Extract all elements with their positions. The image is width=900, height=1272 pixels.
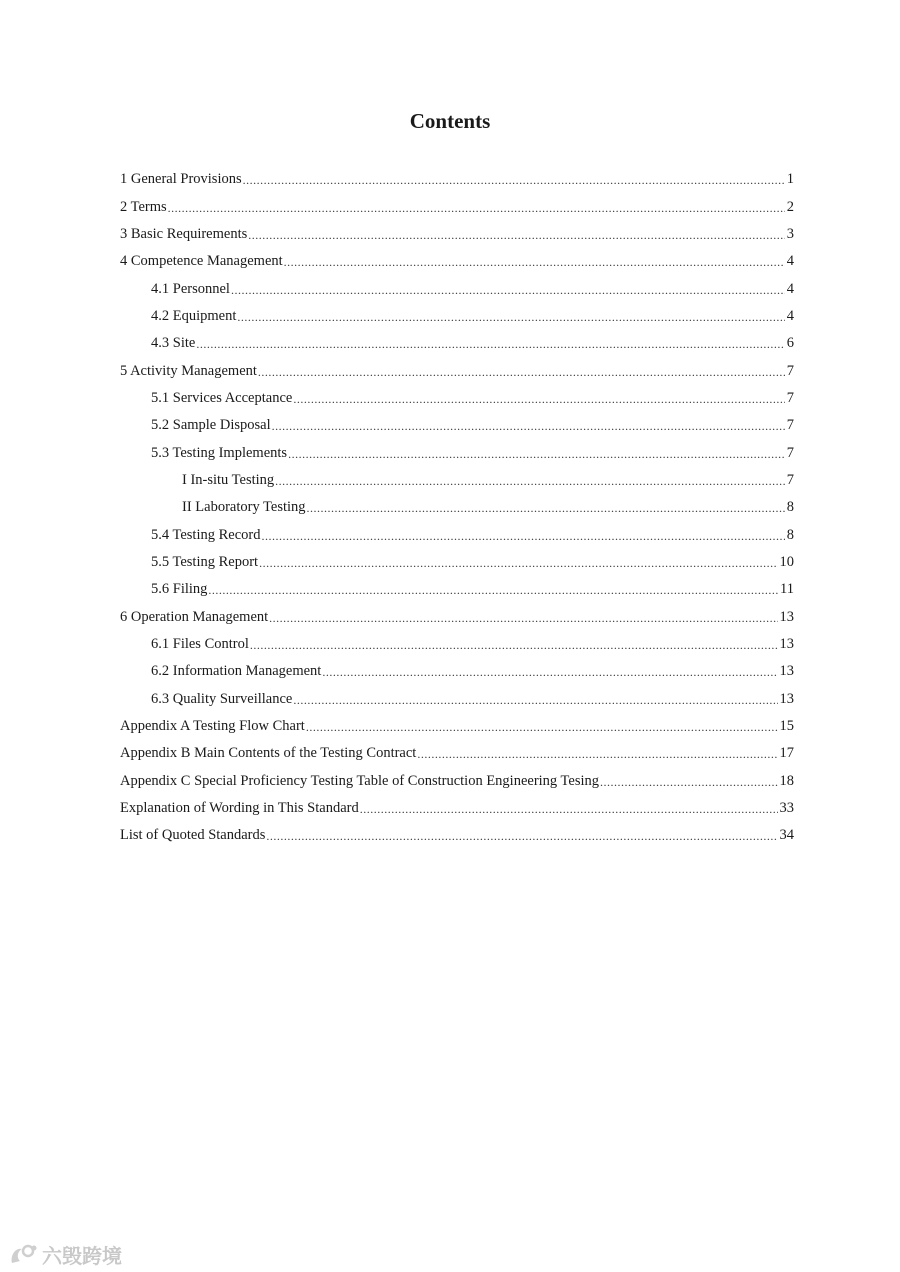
toc-entry-label: 5.1 Services Acceptance (151, 389, 293, 406)
toc-entry[interactable] (120, 604, 794, 631)
toc-leader-dots (237, 310, 784, 325)
toc-entry[interactable] (120, 275, 794, 302)
toc-leader-dots (293, 392, 784, 407)
toc-entry[interactable] (120, 494, 794, 521)
toc-entry-page: 7 (786, 362, 794, 379)
toc-entry-page: 4 (786, 280, 794, 297)
toc-leader-dots (168, 201, 785, 216)
toc-entry-page: 17 (779, 745, 794, 762)
toc-entry-page: 33 (779, 800, 794, 817)
toc-entry-page: 6 (786, 335, 794, 352)
toc-entry[interactable] (120, 221, 794, 248)
toc-leader-dots (196, 337, 784, 352)
toc-entry-label: II Laboratory Testing (182, 499, 306, 516)
toc-entry-page: 13 (779, 608, 794, 625)
toc-entry-page: 15 (779, 718, 794, 735)
toc-entry[interactable] (120, 658, 794, 685)
toc-entry-label: 6.3 Quality Surveillance (151, 690, 293, 707)
toc-entry-label: I In-situ Testing (182, 471, 275, 488)
toc-leader-dots (243, 173, 785, 188)
toc-entry[interactable] (120, 795, 794, 822)
toc-entry[interactable] (120, 248, 794, 275)
toc-entry-label: Appendix C Special Proficiency Testing Table of Construction Engineering Tesing (120, 772, 599, 789)
table-of-contents (120, 166, 794, 850)
toc-entry-page: 11 (780, 581, 794, 598)
toc-leader-dots (288, 447, 785, 462)
toc-leader-dots (272, 419, 785, 434)
toc-entry[interactable] (120, 631, 794, 658)
toc-leader-dots (293, 693, 777, 708)
toc-leader-dots (600, 775, 778, 790)
toc-entry[interactable] (120, 357, 794, 384)
toc-entry-label: 5.4 Testing Record (151, 526, 261, 543)
toc-leader-dots (275, 474, 785, 489)
toc-leader-dots (417, 747, 777, 762)
toc-entry-label: 5.6 Filing (151, 581, 208, 598)
toc-leader-dots (250, 638, 778, 653)
toc-entry-page: 8 (786, 499, 794, 516)
toc-entry-label: 5.2 Sample Disposal (151, 417, 271, 434)
toc-entry-label: List of Quoted Standards (120, 827, 266, 844)
toc-leader-dots (258, 365, 785, 380)
toc-leader-dots (269, 611, 777, 626)
toc-entry-page: 13 (779, 690, 794, 707)
toc-entry-page: 10 (779, 553, 794, 570)
toc-entry-page: 8 (786, 526, 794, 543)
toc-entry[interactable] (120, 412, 794, 439)
watermark-logo-icon (8, 1243, 38, 1267)
toc-entry-page: 13 (779, 636, 794, 653)
toc-entry-label: 6 Operation Management (120, 608, 269, 625)
toc-entry-page: 7 (786, 444, 794, 461)
toc-entry[interactable] (120, 521, 794, 548)
toc-entry-label: 6.2 Information Management (151, 663, 322, 680)
toc-entry[interactable] (120, 467, 794, 494)
toc-entry-label: Appendix B Main Contents of the Testing Contract (120, 745, 417, 762)
toc-entry-label: 6.1 Files Control (151, 636, 249, 653)
toc-leader-dots (259, 556, 777, 571)
toc-entry[interactable] (120, 330, 794, 357)
toc-entry-label: 5.3 Testing Implements (151, 444, 288, 461)
toc-entry-page: 18 (779, 772, 794, 789)
toc-entry[interactable] (120, 822, 794, 849)
watermark-text: 六毁跨境 (42, 1244, 122, 1268)
toc-leader-dots (266, 829, 777, 844)
toc-entry-label: 4.3 Site (151, 335, 196, 352)
toc-entry[interactable] (120, 768, 794, 795)
page-title: Contents (409, 109, 491, 133)
toc-leader-dots (360, 802, 778, 817)
toc-entry-page: 3 (786, 225, 794, 242)
toc-entry[interactable] (120, 740, 794, 767)
toc-entry-label: Appendix A Testing Flow Chart (120, 718, 305, 735)
toc-leader-dots (231, 283, 785, 298)
toc-entry-label: 5.5 Testing Report (151, 553, 259, 570)
toc-entry[interactable] (120, 166, 794, 193)
toc-leader-dots (322, 665, 777, 680)
toc-entry-label: Explanation of Wording in This Standard (120, 800, 359, 817)
toc-entry-page: 7 (786, 389, 794, 406)
toc-entry[interactable] (120, 193, 794, 220)
toc-entry-label: 4 Competence Management (120, 253, 283, 270)
toc-entry-page: 34 (779, 827, 794, 844)
toc-entry-page: 7 (786, 471, 794, 488)
toc-leader-dots (208, 583, 778, 598)
toc-leader-dots (261, 529, 784, 544)
toc-entry[interactable] (120, 686, 794, 713)
toc-entry-page: 13 (779, 663, 794, 680)
toc-entry[interactable] (120, 549, 794, 576)
toc-leader-dots (306, 720, 778, 735)
toc-entry-page: 7 (786, 417, 794, 434)
toc-entry[interactable] (120, 576, 794, 603)
toc-entry[interactable] (120, 385, 794, 412)
toc-entry-label: 2 Terms (120, 198, 167, 215)
toc-entry[interactable] (120, 439, 794, 466)
toc-entry[interactable] (120, 303, 794, 330)
toc-entry-page: 4 (786, 253, 794, 270)
watermark (8, 1240, 122, 1269)
toc-entry-page: 4 (786, 307, 794, 324)
toc-entry-label: 3 Basic Requirements (120, 225, 248, 242)
toc-entry-label: 5 Activity Management (120, 362, 257, 379)
toc-entry-page: 2 (786, 198, 794, 215)
toc-entry-label: 1 General Provisions (120, 171, 242, 188)
toc-entry-label: 4.1 Personnel (151, 280, 230, 297)
toc-entry[interactable] (120, 713, 794, 740)
toc-leader-dots (307, 501, 785, 516)
toc-entry-page: 1 (786, 171, 794, 188)
toc-leader-dots (248, 228, 784, 243)
toc-leader-dots (284, 255, 785, 270)
toc-entry-label: 4.2 Equipment (151, 307, 237, 324)
